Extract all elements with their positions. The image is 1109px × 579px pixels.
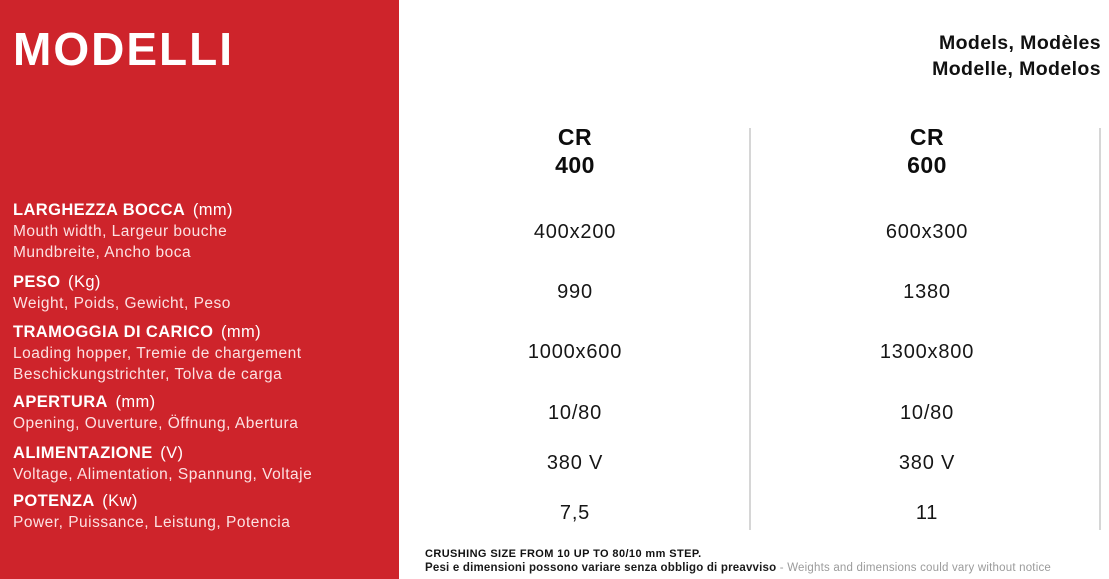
- spec-title: [13, 200, 391, 221]
- value-cell-cr600-loading-hopper: 1300x800: [879, 340, 975, 363]
- value-cell-cr600-power: 11: [915, 501, 939, 524]
- spec-name: ALIMENTAZIONE: [13, 444, 153, 462]
- spec-translation: Weight, Poids, Gewicht, Peso: [13, 295, 231, 312]
- models-header-line1: Models, Modèles: [938, 32, 1101, 54]
- value-cell-cr400-voltage: 380 V: [546, 451, 604, 474]
- value-cell-cr400-loading-hopper: 1000x600: [527, 340, 623, 363]
- spec-name: APERTURA: [13, 393, 108, 411]
- value-cell-cr400-power: 7,5: [559, 501, 591, 524]
- spec-unit: (Kw): [102, 492, 138, 510]
- models-header-line2: Modelle, Modelos: [932, 58, 1101, 80]
- spec-unit: (mm): [192, 201, 233, 219]
- spec-row-voltage: [13, 443, 391, 485]
- spec-name: POTENZA: [13, 492, 95, 510]
- models-header: [932, 30, 1101, 82]
- spec-title: [13, 443, 391, 464]
- value-cell-cr600-weight: 1380: [903, 280, 951, 303]
- spec-title: [13, 272, 391, 293]
- spec-row-power: [13, 491, 391, 533]
- column-series: CR: [909, 124, 945, 150]
- spec-name: PESO: [13, 273, 61, 291]
- spec-row-opening: [13, 392, 391, 434]
- footer-note-english: - Weights and dimensions could vary without notice: [779, 562, 1051, 574]
- spec-unit: (Kg): [68, 273, 101, 291]
- spec-row-loading-hopper: [13, 322, 391, 385]
- spec-title: [13, 491, 391, 512]
- value-cell-cr600-mouth-width: 600x300: [885, 220, 969, 243]
- spec-row-mouth-width: [13, 200, 391, 263]
- footer-note-italian: Pesi e dimensioni possono variare senza obbligo di preavviso: [425, 562, 777, 574]
- spec-translation: Voltage, Alimentation, Spannung, Voltaje: [13, 466, 313, 483]
- spec-unit: (V): [160, 444, 184, 462]
- column-header-cr400: [400, 123, 750, 179]
- column-series: CR: [557, 124, 593, 150]
- value-cell-cr600-voltage: 380 V: [898, 451, 956, 474]
- value-cell-cr600-opening: 10/80: [899, 401, 955, 424]
- spec-translation: Opening, Ouverture, Öffnung, Abertura: [13, 415, 299, 432]
- value-cell-cr400-opening: 10/80: [547, 401, 603, 424]
- footer-note-secondary: [425, 561, 1051, 575]
- value-cell-cr400-weight: 990: [557, 280, 593, 303]
- spec-translation: Beschickungstrichter, Tolva de carga: [13, 366, 283, 383]
- spec-title: [13, 322, 391, 343]
- spec-title: [13, 392, 391, 413]
- spec-translation: Mundbreite, Ancho boca: [13, 244, 192, 261]
- column-header-cr600: [752, 123, 1102, 179]
- page-title: MODELLI: [13, 23, 234, 75]
- column-model: 600: [907, 152, 947, 178]
- spec-unit: (mm): [221, 323, 262, 341]
- spec-unit: (mm): [115, 393, 156, 411]
- footer-note-primary: CRUSHING SIZE FROM 10 UP TO 80/10 mm STEP.: [425, 548, 702, 560]
- footer: [425, 547, 1051, 575]
- spec-row-weight: [13, 272, 391, 314]
- spec-translation: Power, Puissance, Leistung, Potencia: [13, 514, 291, 531]
- column-model: 400: [555, 152, 595, 178]
- value-cell-cr400-mouth-width: 400x200: [533, 220, 617, 243]
- spec-name: LARGHEZZA BOCCA: [13, 201, 186, 219]
- spec-translation: Loading hopper, Tremie de chargement: [13, 345, 302, 362]
- spec-name: TRAMOGGIA DI CARICO: [13, 323, 214, 341]
- spec-translation: Mouth width, Largeur bouche: [13, 223, 228, 240]
- spec-labels-panel: [0, 0, 399, 579]
